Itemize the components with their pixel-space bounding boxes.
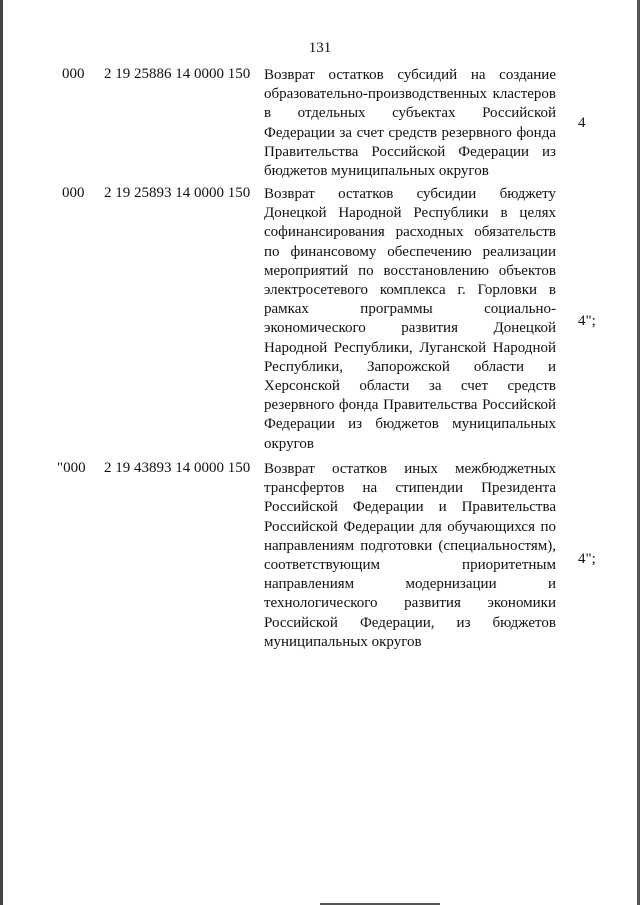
- budget-classification-code: 2 19 25893 14 0000 150: [104, 185, 251, 201]
- income-description: Возврат остатков субсидии бюджету Донецкой Народной Республики в целях софинансирования расходных обязательств по финансовому обеспечению реализации мероприятий по восстановлению объектов электросетевого комплекса г. Горловки в рамках программы социально-экономического развития Донецкой Народной Республики, Луганской Народной Республики, Запорожской области и Херсонской области за счет средств резервного фонда Правительства Российской Федерации из бюджетов муниципальных округов: [264, 186, 556, 452]
- value-cell: 4";: [578, 313, 596, 329]
- income-description: Возврат остатков субсидий на создание образовательно-производственных кластеров в отдельных субъектах Российской Федерации за счет средств резервного фонда Правительства Российской Федерации из бюджетов муниципальных округов: [264, 67, 556, 180]
- admin-code: "000: [57, 460, 86, 476]
- page-number: 131: [308, 40, 332, 56]
- admin-code: 000: [62, 66, 85, 82]
- admin-code: 000: [62, 185, 85, 201]
- value-cell: 4: [578, 115, 586, 131]
- budget-classification-code: 2 19 43893 14 0000 150: [104, 460, 251, 476]
- value-cell: 4";: [578, 551, 596, 567]
- income-description: Возврат остатков иных межбюджетных трансфертов на стипендии Президента Российской Федерации и Правительства Российской Федерации для обучающихся по направлениям подготовки (специальностям), соответствующим приоритетным направлениям модернизации и технологического развития экономики Российской Федерации, из бюджетов муниципальных округов: [264, 461, 556, 650]
- scan-edge-left: [0, 0, 3, 905]
- budget-classification-code: 2 19 25886 14 0000 150: [104, 66, 251, 82]
